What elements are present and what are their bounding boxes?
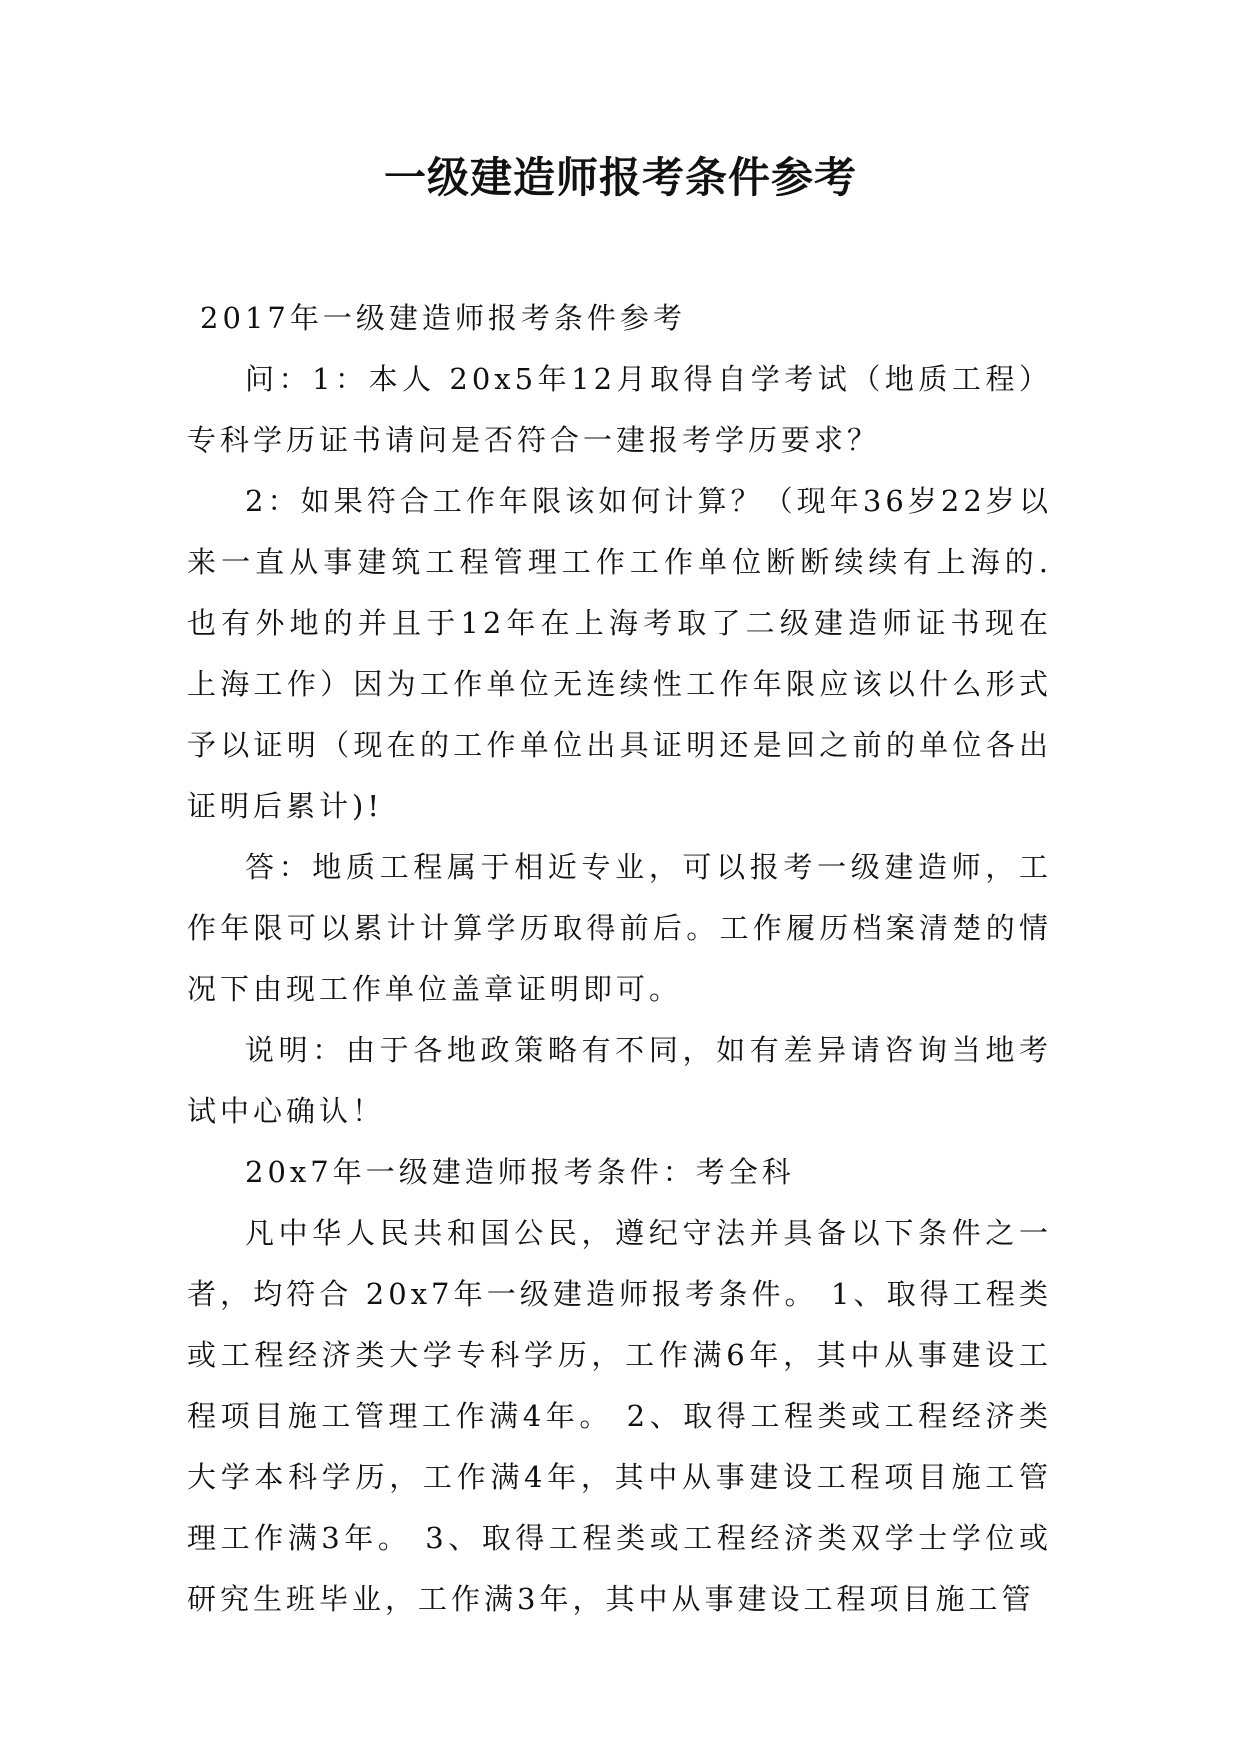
note-paragraph: 说明：由于各地政策略有不同，如有差异请咨询当地考试中心确认！	[187, 1033, 1052, 1128]
question-2-paragraph: 2：如果符合工作年限该如何计算？（现年36岁22岁以来一直从事建筑工程管理工作工作单位断断续续有上海的.也有外地的并且于12年在上海考取了二级建造师证书现在上海工作）因为工作单位无连续性工作年限应该以什么形式予以证明（现在的工作单位出具证明还是回之前的单位各出证明后累计)!	[187, 484, 1052, 823]
document-title: 一级建造师报考条件参考	[383, 153, 857, 202]
document-body	[187, 288, 1052, 1630]
question-1-paragraph: 问：1：本人 20x5年12月取得自学考试（地质工程）专科学历证书请问是否符合一建报考学历要求？	[187, 362, 1052, 457]
section-heading: 20x7年一级建造师报考条件：考全科	[245, 1155, 795, 1189]
document-subtitle: 2017年一级建造师报考条件参考	[200, 301, 686, 335]
answer-paragraph: 答：地质工程属于相近专业，可以报考一级建造师，工作年限可以累计计算学历取得前后。工作履历档案清楚的情况下由现工作单位盖章证明即可。	[187, 850, 1052, 1006]
conditions-paragraph: 凡中华人民共和国公民，遵纪守法并具备以下条件之一者，均符合 20x7年一级建造师报考条件。 1、取得工程类或工程经济类大学专科学历，工作满6年，其中从事建设工程项目施工管理工作满4年。 2、取得工程类或工程经济类大学本科学历，工作满4年，其中从事建设工程项目施工管理工作满3年。 3、取得工程类或工程经济类双学士学位或研究生班毕业，工作满3年，其中从事建设工程项目施工管	[187, 1216, 1052, 1616]
